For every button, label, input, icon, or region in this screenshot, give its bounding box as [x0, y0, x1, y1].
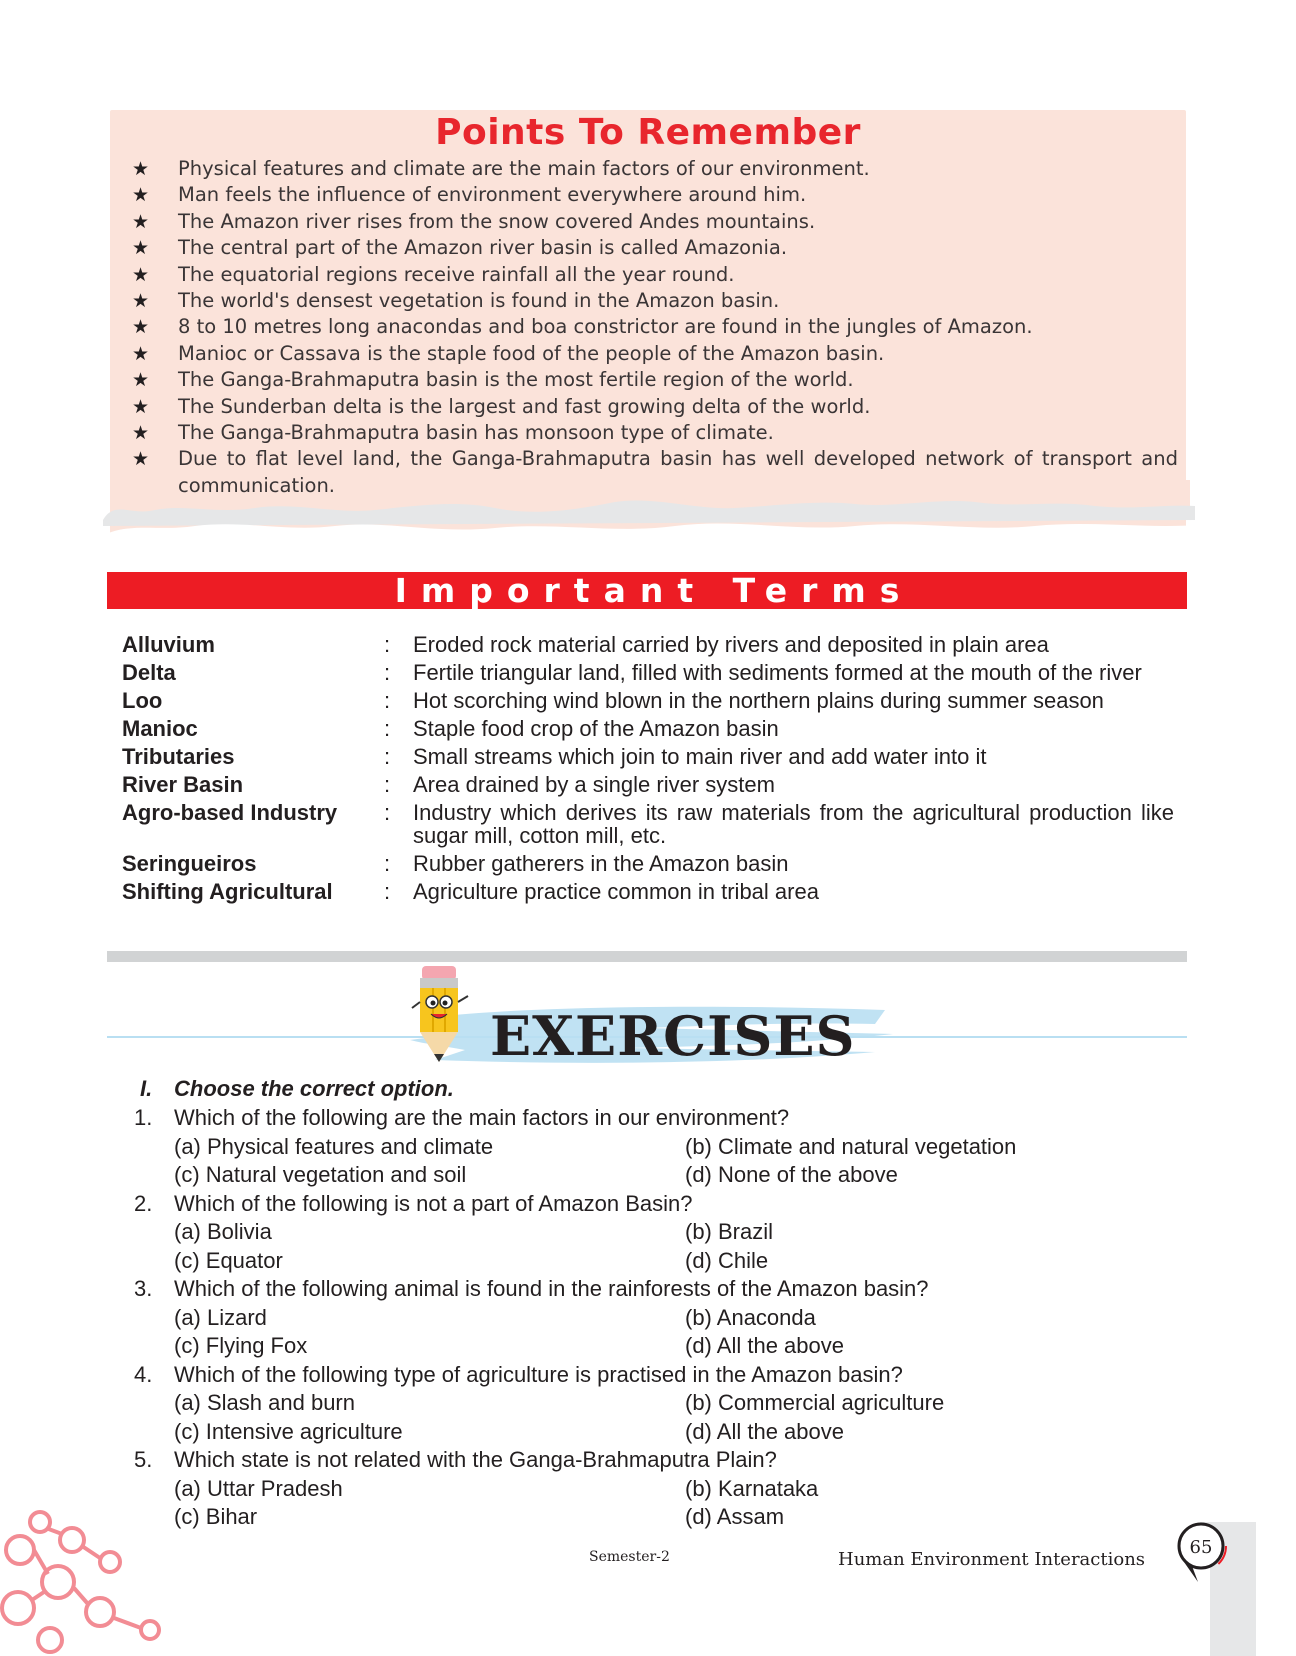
point-item: [132, 288, 1178, 314]
point-text: The Ganga-Brahmaputra basin has monsoon type of climate.: [178, 421, 774, 445]
option-row: [134, 1218, 1184, 1247]
point-item: [132, 314, 1178, 340]
star-icon: ★: [132, 184, 150, 207]
question-number: 4.: [134, 1361, 153, 1387]
point-text: The Amazon river rises from the snow covered Andes mountains.: [178, 209, 816, 233]
exercise-section-heading: [140, 1076, 454, 1102]
option-row: [134, 1161, 1184, 1190]
question-text: Which of the following type of agriculture is practised in the Amazon basin?: [174, 1361, 903, 1387]
point-text: Man feels the influence of environment everywhere around him.: [178, 183, 807, 207]
point-item: [132, 209, 1178, 235]
term-row: [122, 633, 1182, 656]
answer-option: (a) Lizard: [174, 1304, 267, 1330]
term-name: Manioc: [122, 716, 198, 741]
term-name: Delta: [122, 660, 176, 685]
term-definition: Small streams which join to main river and add water into it: [413, 744, 987, 769]
footer-semester: Semester-2: [589, 1549, 670, 1565]
point-item: [132, 235, 1178, 261]
term-name: Alluvium: [122, 632, 215, 657]
term-row: [122, 661, 1182, 684]
question-stem: [134, 1275, 1184, 1304]
question-text: Which of the following animal is found in the rainforests of the Amazon basin?: [174, 1276, 929, 1301]
points-to-remember-title: Points To Remember: [435, 112, 861, 153]
term-row: [122, 801, 1182, 847]
term-name: Tributaries: [122, 744, 235, 769]
term-definition: Rubber gatherers in the Amazon basin: [413, 851, 789, 876]
page-number: 65: [1189, 1537, 1213, 1558]
important-terms-bar: [107, 572, 1187, 609]
star-icon: ★: [132, 369, 150, 392]
point-text: 8 to 10 metres long anacondas and boa constrictor are found in the jungles of Amazon.: [178, 315, 1033, 339]
section-divider: [107, 951, 1187, 962]
term-row: [122, 689, 1182, 712]
term-definition: Eroded rock material carried by rivers and deposited in plain area: [413, 632, 1049, 657]
term-colon: :: [384, 660, 391, 685]
point-item: [132, 420, 1178, 446]
answer-option: (a) Slash and burn: [174, 1390, 355, 1415]
question-text: Which state is not related with the Ganga-Brahmaputra Plain?: [174, 1447, 777, 1472]
term-definition: Area drained by a single river system: [413, 772, 775, 797]
question-number: 3.: [134, 1276, 153, 1301]
term-row: [122, 745, 1182, 768]
term-definition: Staple food crop of the Amazon basin: [413, 716, 779, 741]
term-colon: :: [384, 744, 391, 769]
star-icon: ★: [132, 448, 150, 471]
exercises-title: EXERCISES: [490, 1004, 856, 1068]
star-icon: ★: [132, 342, 150, 365]
point-item: [132, 341, 1178, 367]
term-name: Seringueiros: [122, 851, 257, 876]
star-icon: ★: [132, 290, 150, 313]
point-item: [132, 394, 1178, 420]
important-terms-title: Important Terms: [394, 571, 914, 610]
decorative-circles: [0, 1500, 180, 1656]
answer-option: (d) All the above: [685, 1333, 844, 1358]
point-text: The Sunderban delta is the largest and fast growing delta of the world.: [178, 394, 871, 418]
question-stem: [134, 1190, 1184, 1219]
point-text: The Ganga-Brahmaputra basin is the most fertile region of the world.: [178, 368, 854, 392]
term-row: [122, 717, 1182, 740]
star-icon: ★: [132, 263, 150, 286]
term-definition: Agriculture practice common in tribal area: [413, 879, 819, 904]
answer-option: (b) Climate and natural vegetation: [685, 1133, 1017, 1159]
option-row: [134, 1418, 1184, 1447]
term-definition: Industry which derives its raw materials from the agricultural production like sugar mill, cotton mill, etc.: [413, 800, 1174, 848]
star-icon: ★: [132, 422, 150, 445]
term-definition: Hot scorching wind blown in the northern plains during summer season: [413, 688, 1104, 713]
star-icon: ★: [132, 395, 150, 418]
point-item: [132, 262, 1178, 288]
option-row: [134, 1475, 1184, 1504]
star-icon: ★: [132, 210, 150, 233]
answer-option: (a) Uttar Pradesh: [174, 1475, 343, 1501]
option-row: [134, 1133, 1184, 1162]
point-item: [132, 367, 1178, 393]
term-row: [122, 773, 1182, 796]
term-colon: :: [384, 632, 391, 657]
question-stem: [134, 1446, 1184, 1475]
point-text: Manioc or Cassava is the staple food of the people of the Amazon basin.: [178, 341, 885, 365]
answer-option: (b) Anaconda: [685, 1304, 816, 1330]
points-list: [132, 156, 1178, 499]
section-number: I.: [140, 1076, 153, 1101]
term-name: River Basin: [122, 772, 244, 797]
question-stem: [134, 1361, 1184, 1390]
answer-option: (b) Brazil: [685, 1219, 774, 1244]
term-row: [122, 852, 1182, 875]
question-number: 1.: [134, 1105, 153, 1130]
option-row: [134, 1389, 1184, 1418]
point-text: The world's densest vegetation is found in the Amazon basin.: [178, 289, 780, 313]
star-icon: ★: [132, 316, 150, 339]
point-text: Physical features and climate are the main factors of our environment.: [178, 157, 870, 180]
answer-option: (d) Chile: [685, 1247, 769, 1273]
terms-list: [122, 633, 1182, 908]
term-name: Agro-based Industry: [122, 800, 338, 825]
point-text: Due to flat level land, the Ganga-Brahmaputra basin has well developed network of transport and communication.: [178, 447, 1178, 497]
point-text: The equatorial regions receive rainfall all the year round.: [178, 262, 735, 286]
term-colon: :: [384, 716, 391, 741]
answer-option: (c) Bihar: [174, 1504, 258, 1529]
footer-chapter-title: Human Environment Interactions: [838, 1549, 1146, 1570]
question-stem: [134, 1104, 1184, 1133]
question-number: 5.: [134, 1447, 153, 1472]
answer-option: (d) None of the above: [685, 1162, 898, 1187]
term-name: Shifting Agricultural: [122, 879, 333, 904]
option-row: [134, 1304, 1184, 1333]
answer-option: (b) Karnataka: [685, 1475, 819, 1501]
answer-option: (c) Equator: [174, 1247, 283, 1273]
option-row: [134, 1503, 1184, 1532]
answer-option: (b) Commercial agriculture: [685, 1390, 945, 1415]
term-name: Loo: [122, 688, 163, 713]
answer-option: (c) Natural vegetation and soil: [174, 1162, 467, 1187]
answer-option: (a) Bolivia: [174, 1219, 272, 1244]
point-item: [132, 446, 1178, 499]
question-text: Which of the following are the main factors in our environment?: [174, 1105, 790, 1130]
pencil-mascot-icon: [408, 962, 472, 1068]
answer-option: (d) Assam: [685, 1504, 785, 1529]
questions-list: [134, 1104, 1184, 1532]
question-number: 2.: [134, 1190, 153, 1216]
term-definition: Fertile triangular land, filled with sediments formed at the mouth of the river: [413, 660, 1142, 685]
option-row: [134, 1332, 1184, 1361]
answer-option: (c) Intensive agriculture: [174, 1418, 403, 1444]
point-item: [132, 156, 1178, 182]
question-text: Which of the following is not a part of Amazon Basin?: [174, 1190, 693, 1216]
option-row: [134, 1247, 1184, 1276]
term-colon: :: [384, 772, 391, 797]
point-item: [132, 182, 1178, 208]
answer-option: (d) All the above: [685, 1418, 844, 1444]
section-title: Choose the correct option.: [174, 1076, 454, 1101]
term-colon: :: [384, 851, 391, 876]
star-icon: ★: [132, 158, 150, 180]
term-colon: :: [384, 800, 391, 825]
term-row: [122, 880, 1182, 903]
answer-option: (a) Physical features and climate: [174, 1133, 494, 1159]
term-colon: :: [384, 879, 391, 904]
point-text: The central part of the Amazon river basin is called Amazonia.: [178, 236, 788, 260]
answer-option: (c) Flying Fox: [174, 1333, 308, 1358]
star-icon: ★: [132, 237, 150, 260]
term-colon: :: [384, 688, 391, 713]
